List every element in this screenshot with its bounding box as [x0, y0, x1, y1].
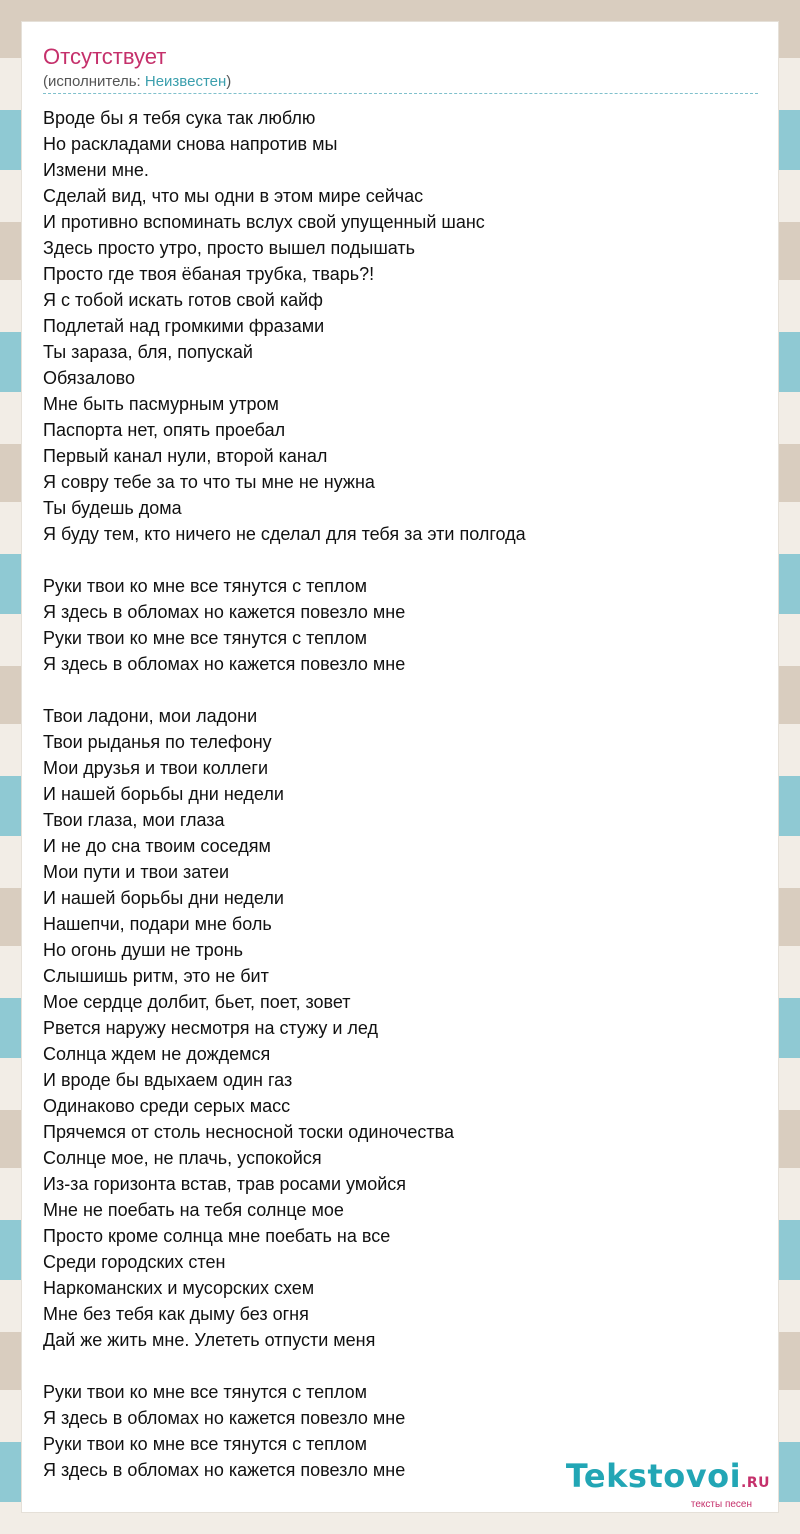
song-title: Отсутствует — [43, 44, 167, 69]
lyric-line: Солнца ждем не дождемся — [43, 1044, 271, 1064]
lyric-line: Нашепчи, подари мне боль — [43, 914, 272, 934]
lyric-line: Среди городских стен — [43, 1252, 226, 1272]
lyric-line: Из-за горизонта встав, трав росами умойся — [43, 1174, 407, 1194]
artist-line — [43, 73, 231, 91]
lyric-line: Здесь просто утро, просто вышел подышать — [43, 238, 416, 258]
lyric-line: Мое сердце долбит, бьет, поет, зовет — [43, 992, 351, 1012]
lyrics-text — [43, 105, 763, 1483]
lyric-line: И противно вспоминать вслух свой упущенный шанс — [43, 212, 485, 232]
lyric-line: Просто кроме солнца мне поебать на все — [43, 1226, 391, 1246]
stanza-break — [43, 677, 763, 703]
lyric-line: Рвется наружу несмотря на стужу и лед — [43, 1018, 379, 1038]
lyric-line: Подлетай над громкими фразами — [43, 316, 325, 336]
lyric-line: Дай же жить мне. Улететь отпусти меня — [43, 1330, 376, 1350]
lyrics-card — [22, 22, 778, 1512]
logo-tagline: тексты песен — [690, 1499, 752, 1510]
lyric-line: Я здесь в обломах но кажется повезло мне — [43, 654, 406, 674]
lyric-line: Ты зараза, бля, попускай — [43, 342, 253, 362]
lyric-line: И нашей борьбы дни недели — [43, 784, 284, 804]
logo-name: Tekstovoi — [565, 1457, 742, 1495]
lyric-line: И вроде бы вдыхаем один газ — [43, 1070, 293, 1090]
stanza-break — [43, 1353, 763, 1379]
lyric-line: Твои рыданья по телефону — [43, 732, 272, 752]
lyric-line: Просто где твоя ёбаная трубка, тварь?! — [43, 264, 375, 284]
lyric-line: Мне не поебать на тебя солнце мое — [43, 1200, 344, 1220]
lyric-line: Мои пути и твои затеи — [43, 862, 230, 882]
lyric-line: Первый канал нули, второй канал — [43, 446, 328, 466]
lyric-line: Обязалово — [43, 368, 136, 388]
dashed-divider — [43, 93, 758, 94]
artist-link[interactable]: Неизвестен — [144, 73, 227, 90]
lyric-line: Мне без тебя как дыму без огня — [43, 1304, 309, 1324]
lyric-line: Я здесь в обломах но кажется повезло мне — [43, 1408, 406, 1428]
lyric-line: Наркоманских и мусорских схем — [43, 1278, 315, 1298]
logo-tld: .RU — [741, 1475, 770, 1491]
lyric-line: Паспорта нет, опять проебал — [43, 420, 286, 440]
lyric-line: Я с тобой искать готов свой кайф — [43, 290, 323, 310]
lyric-line: И нашей борьбы дни недели — [43, 888, 284, 908]
lyric-line: Слышишь ритм, это не бит — [43, 966, 269, 986]
lyric-line: Я здесь в обломах но кажется повезло мне — [43, 1460, 406, 1480]
lyric-line: Я буду тем, кто ничего не сделал для тебя за эти полгода — [43, 524, 526, 544]
site-logo[interactable] — [566, 1459, 770, 1510]
lyric-line: Но раскладами снова напротив мы — [43, 134, 338, 154]
lyric-line: Одинаково среди серых масс — [43, 1096, 291, 1116]
lyric-line: Но огонь души не тронь — [43, 940, 244, 960]
lyric-line: И не до сна твоим соседям — [43, 836, 271, 856]
lyric-line: Руки твои ко мне все тянутся с теплом — [43, 1382, 368, 1402]
lyric-line: Мне быть пасмурным утром — [43, 394, 279, 414]
artist-prefix: (исполнитель: — [43, 73, 145, 90]
lyric-line: Руки твои ко мне все тянутся с теплом — [43, 576, 368, 596]
artist-suffix: ) — [226, 73, 232, 90]
lyric-line: Руки твои ко мне все тянутся с теплом — [43, 1434, 368, 1454]
lyric-line: Ты будешь дома — [43, 498, 182, 518]
lyric-line: Солнце мое, не плачь, успокойся — [43, 1148, 322, 1168]
stanza-break — [43, 547, 763, 573]
lyric-line: Измени мне. — [43, 160, 149, 180]
lyric-line: Прячемся от столь несносной тоски одиночества — [43, 1122, 455, 1142]
lyric-line: Я совру тебе за то что ты мне не нужна — [43, 472, 375, 492]
lyric-line: Твои ладони, мои ладони — [43, 706, 258, 726]
lyric-line: Руки твои ко мне все тянутся с теплом — [43, 628, 368, 648]
lyric-line: Мои друзья и твои коллеги — [43, 758, 269, 778]
lyric-line: Вроде бы я тебя сука так люблю — [43, 108, 316, 128]
lyric-line: Сделай вид, что мы одни в этом мире сейчас — [43, 186, 424, 206]
lyric-line: Я здесь в обломах но кажется повезло мне — [43, 602, 406, 622]
lyric-line: Твои глаза, мои глаза — [43, 810, 225, 830]
